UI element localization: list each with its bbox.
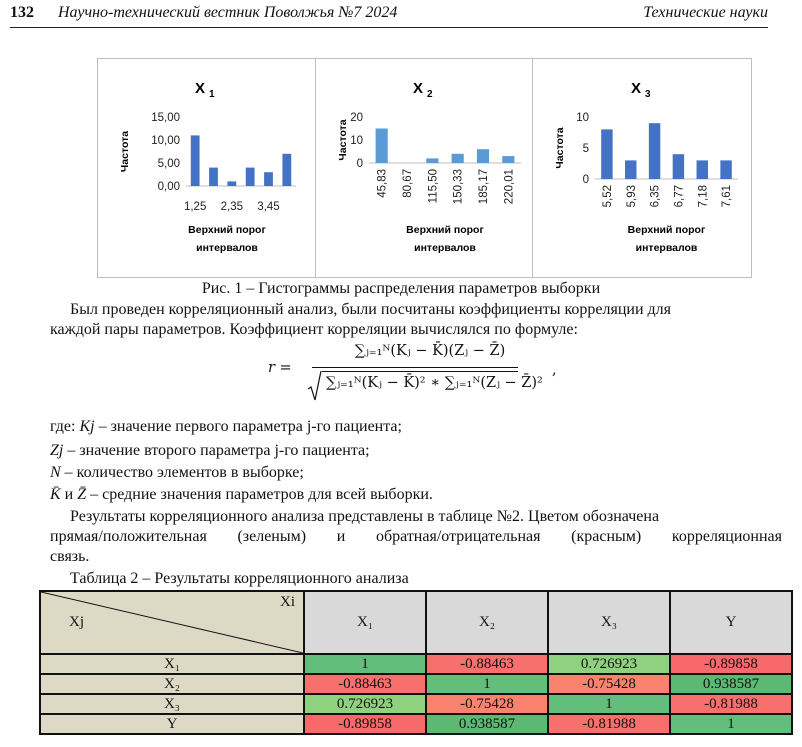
histogram-bar — [502, 156, 514, 163]
formula-comma: , — [552, 362, 557, 378]
histogram-x3 — [532, 59, 749, 277]
x-axis-label-line-1: Верхний порог — [188, 224, 266, 236]
x-tick-label: 6,35 — [649, 185, 662, 208]
formula-denominator: ∑ⱼ₌₁ᴺ(Kⱼ − K̄)² ∗ ∑ⱼ₌₁ᴺ(Zⱼ − Z̄)² — [326, 375, 543, 391]
definition-z-text: – значение второго параметра j-го пациента; — [63, 442, 370, 459]
histogram-bar — [601, 129, 612, 179]
histogram-bar — [246, 168, 255, 186]
x-tick-label: 115,50 — [427, 169, 440, 204]
histogram-bar — [227, 181, 236, 186]
section-title: Технические науки — [643, 4, 768, 21]
histogram-bar — [452, 154, 464, 163]
table-header-row — [40, 591, 792, 654]
table-cell: -0.89858 — [670, 654, 792, 674]
symbol-z: Zj — [50, 442, 64, 459]
x-tick-label: 5,52 — [601, 185, 614, 208]
histogram-bar — [191, 135, 200, 186]
definition-n-text: – количество элементов в выборке; — [60, 464, 304, 481]
x-tick-label: 80,67 — [402, 169, 414, 198]
col-header: X₃ — [548, 591, 670, 654]
x-tick-label: 5,93 — [625, 185, 638, 208]
where-label: где: — [50, 418, 80, 435]
y-axis-label: Частота — [337, 119, 349, 161]
symbol-k: Kj — [79, 418, 95, 435]
histogram-bar — [376, 129, 388, 164]
figure-caption: Рис. 1 – Гистограммы распределения параметров выборки — [201, 280, 601, 297]
table-cell: -0.88463 — [426, 654, 548, 674]
y-tick-label: 5,00 — [157, 158, 180, 170]
col-header: X₂ — [426, 591, 548, 654]
correlation-table — [39, 590, 793, 735]
y-axis-label: Частота — [554, 127, 566, 169]
correlation-formula — [268, 340, 568, 406]
table-cell: -0.81988 — [670, 694, 792, 714]
definition-n — [50, 463, 782, 482]
definition-z — [50, 441, 782, 460]
paragraph-2-line-3: связь. — [50, 548, 90, 565]
table-cell: -0.75428 — [426, 694, 548, 714]
chart-title: X — [630, 80, 642, 97]
chart-title-subscript: 3 — [645, 89, 651, 100]
paragraph-1-line-2: каждой пары параметров. Коэффициент корреляции вычислялся по формуле: — [50, 321, 578, 338]
table-cell: 1 — [670, 714, 792, 734]
row-label: Y — [40, 714, 304, 734]
table-row — [40, 714, 792, 734]
header-rule — [10, 27, 768, 28]
row-label: X₁ — [40, 654, 304, 674]
formula-numerator: ∑ⱼ₌₁ᴺ(Kⱼ − K̄)(Zⱼ − Z̄) — [354, 343, 506, 359]
table-cell: 1 — [548, 694, 670, 714]
table-cell: -0.89858 — [304, 714, 426, 734]
x-axis-label-line-2: интервалов — [635, 242, 698, 254]
histogram-x2-svg — [316, 59, 532, 277]
corner-xj: Xj — [69, 614, 84, 630]
x-tick-label: 2,35 — [220, 201, 244, 213]
x-axis-label-line-2: интервалов — [414, 242, 476, 254]
col-header: Y — [670, 591, 792, 654]
table-cell: 1 — [426, 674, 548, 694]
x-axis-label-line-1: Верхний порог — [406, 224, 484, 236]
histogram-x2 — [315, 59, 532, 277]
y-tick-label: 15,00 — [151, 112, 180, 124]
corner-xi: Xi — [280, 594, 295, 610]
table-row — [40, 674, 792, 694]
table-caption: Таблица 2 – Результаты корреляционного анализа — [70, 570, 409, 587]
y-tick-label: 0,00 — [157, 181, 180, 193]
y-tick-label: 0 — [356, 158, 363, 170]
definition-means-text: – средние значения параметров для всей выборки. — [86, 486, 433, 503]
table-cell: -0.88463 — [304, 674, 426, 694]
histogram-bar — [209, 168, 218, 186]
paragraph-1-line-1: Был проведен корреляционный анализ, были посчитаны коэффициенты корреляции для — [70, 301, 672, 318]
table-cell: 0.938587 — [426, 714, 548, 734]
x-tick-label: 1,25 — [183, 201, 207, 213]
sqrt-icon — [308, 371, 322, 401]
definition-k — [50, 417, 782, 436]
x-axis-label-line-1: Верхний порог — [627, 224, 706, 236]
definition-k-text: – значение первого параметра j-го пациента; — [94, 418, 402, 435]
y-tick-label: 10 — [576, 112, 589, 124]
histogram-bar — [625, 160, 636, 179]
table-cell: 0.938587 — [670, 674, 792, 694]
x-tick-label: 185,17 — [478, 169, 490, 205]
x-tick-label: 45,83 — [376, 169, 389, 198]
x-tick-label: 3,45 — [257, 201, 280, 213]
histogram-bar — [673, 154, 684, 179]
table-cell: 0.726923 — [304, 694, 426, 714]
and-word: и — [60, 486, 78, 503]
table-cell: -0.81988 — [548, 714, 670, 734]
row-label: X₂ — [40, 674, 304, 694]
symbol-n: N — [50, 464, 61, 481]
x-tick-label: 6,77 — [673, 185, 686, 208]
formula-lhs: r = — [268, 360, 292, 376]
fraction-bar — [312, 367, 518, 368]
paragraph-2-line-1: Результаты корреляционного анализа представлены в таблице №2. Цветом обозначена — [70, 508, 660, 525]
symbol-k-bar: K̄ — [50, 486, 61, 503]
table-cell: 1 — [304, 654, 426, 674]
x-tick-label: 150,33 — [452, 169, 465, 205]
page-header — [10, 4, 768, 26]
row-label: X₃ — [40, 694, 304, 714]
chart-title: X — [194, 80, 206, 97]
table-corner-cell — [40, 591, 304, 654]
table-row — [40, 654, 792, 674]
table-cell: -0.75428 — [548, 674, 670, 694]
x-axis-label-line-2: интервалов — [196, 242, 258, 254]
x-tick-label: 7,61 — [721, 185, 734, 208]
table-cell: 0.726923 — [548, 654, 670, 674]
x-tick-label: 7,18 — [697, 185, 710, 208]
histogram-x3-svg — [533, 59, 751, 277]
y-tick-label: 20 — [350, 112, 363, 124]
y-tick-label: 10,00 — [151, 135, 180, 147]
journal-title: Научно-технический вестник Поволжья №7 2024 — [58, 4, 398, 21]
histogram-bar — [426, 158, 438, 163]
histogram-bar — [720, 160, 731, 179]
y-tick-label: 5 — [582, 143, 589, 155]
chart-title-subscript: 2 — [427, 89, 433, 100]
y-axis-label: Частота — [119, 130, 131, 173]
x-tick-label: 220,01 — [503, 169, 516, 205]
y-tick-label: 0 — [582, 174, 589, 186]
definition-means — [50, 485, 782, 504]
histogram-bar — [649, 123, 660, 179]
histogram-figure — [97, 58, 752, 278]
table-row — [40, 694, 792, 714]
chart-title: X — [412, 80, 424, 97]
paragraph-2-line-2: прямая/положительная (зеленым) и обратная/отрицательная (красным) корреляционная — [50, 528, 782, 545]
histogram-x1 — [98, 59, 314, 277]
sqrt-overline — [322, 371, 518, 372]
histogram-bar — [477, 149, 489, 163]
histogram-x1-svg — [98, 59, 314, 277]
y-tick-label: 10 — [350, 135, 363, 147]
col-header: X₁ — [304, 591, 426, 654]
histogram-bar — [282, 154, 291, 186]
symbol-z-bar: Z̄ — [77, 486, 87, 503]
page-number: 132 — [10, 4, 34, 21]
chart-title-subscript: 1 — [209, 89, 215, 100]
histogram-bar — [264, 172, 273, 186]
histogram-bar — [697, 160, 708, 179]
